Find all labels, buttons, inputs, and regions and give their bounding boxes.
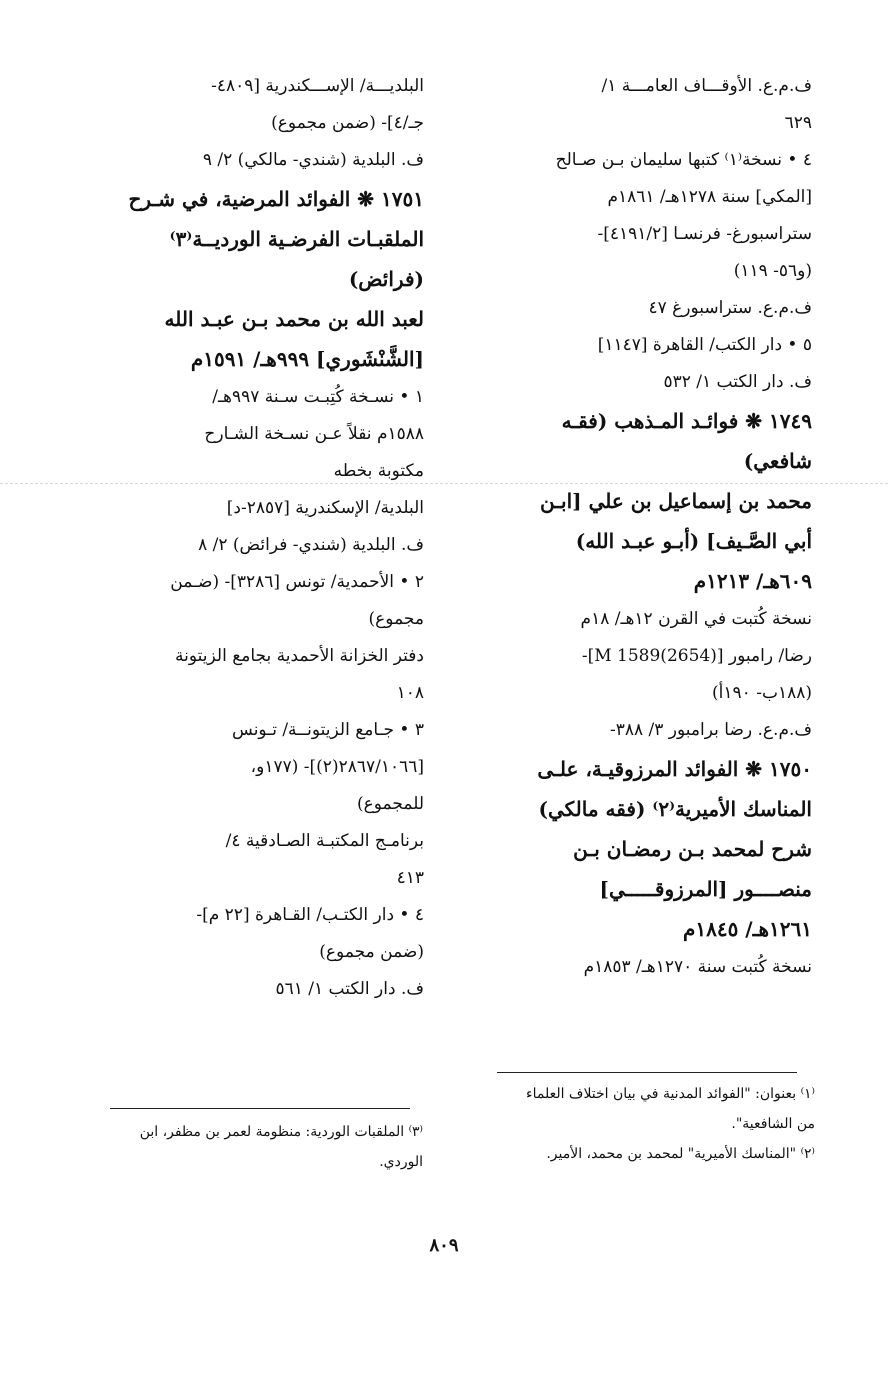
text-line: البلديـــة/ الإســـكندرية [٤٨٠٩- xyxy=(211,76,424,96)
entry-heading-line: الملقبـات الفرضـية الورديــة⁽٣⁾ xyxy=(169,227,424,251)
text-line: ١ • نسـخة كُتِبـت سـنة ٩٩٧هـ/ xyxy=(212,387,424,407)
text-line: جـ/٤]- (ضمن مجموع) xyxy=(271,113,424,133)
footnotes-right xyxy=(495,1085,815,1175)
text-line: ٦٢٩ xyxy=(784,113,812,133)
text-line: ٤١٣ xyxy=(396,868,424,888)
footnote-rule-right xyxy=(497,1072,797,1073)
entry-heading-line: أبي الصَّـيف] (أبـو عبـد الله) xyxy=(575,529,812,553)
text-line: دفتر الخزانة الأحمدية بجامع الزيتونة xyxy=(175,646,424,666)
right-column xyxy=(470,76,812,994)
text-line: نسخة كُتبت في القرن ١٢هـ/ ١٨م xyxy=(580,609,812,629)
text-line: ستراسبورغ- فرنسـا [٤١٩١/٢]- xyxy=(597,224,812,244)
text-line: (و٥٦- ١١٩) xyxy=(733,261,812,281)
entry-heading-line: [الشَّنْشَوري] ٩٩٩هـ/ ١٥٩١م xyxy=(190,347,424,371)
footnote-line: ⁽١⁾ بعنوان: "الفوائد المدنية في بيان اختلاف العلماء xyxy=(526,1086,815,1102)
entry-heading-line: (فرائض) xyxy=(348,267,424,291)
entry-heading-line: ١٢٦١هـ/ ١٨٤٥م xyxy=(682,917,812,941)
text-line: ١٥٨٨م نقلاً عـن نسـخة الشـارح xyxy=(204,424,424,444)
entry-heading-line: شافعي) xyxy=(743,449,812,473)
entry-heading-line: منصــــور [المرزوقـــــي] xyxy=(599,877,812,901)
text-line: ف.م.ع. ستراسبورغ ٤٧ xyxy=(648,298,812,318)
text-line: ٢ • الأحمدية/ تونس [٣٢٨٦]- (ضـمن xyxy=(170,572,424,592)
text-line: ٥ • دار الكتب/ القاهرة [١١٤٧] xyxy=(597,335,812,355)
text-line: مجموع) xyxy=(368,609,424,629)
entry-heading-line: المناسك الأميرية⁽٢⁾ (فقه مالكي) xyxy=(538,797,812,821)
text-line: البلدية/ الإسكندرية [٢٨٥٧-د] xyxy=(226,498,424,518)
text-line: ٣ • جـامع الزيتونــة/ تـونس xyxy=(232,720,424,740)
entry-heading-line: ١٧٥٠ ❋ الفوائد المرزوقيـة، علـى xyxy=(537,757,812,781)
text-line: ٤ • نسخة⁽١⁾ كتبها سليمان بـن صـالح xyxy=(555,150,812,170)
footnote-line: من الشافعية". xyxy=(731,1116,815,1132)
text-line: ١٠٨ xyxy=(396,683,424,703)
text-line: ف.م.ع. الأوقـــاف العامـــة ١/ xyxy=(601,76,812,96)
entry-heading-line: ١٧٤٩ ❋ فوائـد المـذهب (فقـه xyxy=(561,409,812,433)
text-line: ٤ • دار الكتـب/ القـاهرة [٢٢ م]- xyxy=(196,905,424,925)
footnote-line: ⁽٣⁾ الملقبات الوردية: منظومة لعمر بن مظفر، ابن xyxy=(139,1124,423,1140)
text-line: [٢٨٦٧/١٠٦٦(٢)]- (١٧٧و، xyxy=(250,757,424,777)
text-line: نسخة كُتبت سنة ١٢٧٠هـ/ ١٨٥٣م xyxy=(583,957,812,977)
page-number: ٨٠٩ xyxy=(429,1235,459,1256)
text-line: [المكي] سنة ١٢٧٨هـ/ ١٨٦١م xyxy=(607,187,812,207)
text-line: ف.م.ع. رضا برامبور ٣/ ٣٨٨- xyxy=(609,720,812,740)
text-line: (ضمن مجموع) xyxy=(319,942,424,962)
text-line: للمجموع) xyxy=(357,794,424,814)
footnote-line: ⁽٢⁾ "المناسك الأميرية" لمحمد بن محمد، الأمير. xyxy=(546,1146,815,1162)
text-line: ف. البلدية (شندي- مالكي) ٢/ ٩ xyxy=(202,150,424,170)
text-line: ف. دار الكتب ١/ ٥٦١ xyxy=(275,979,424,999)
text-line: رضا/ رامبور [M 1589(2654)]- xyxy=(581,646,812,666)
entry-heading-line: ٦٠٩هـ/ ١٢١٣م xyxy=(693,569,812,593)
text-line: مكتوبة بخطه xyxy=(333,461,424,481)
footnote-line: الوردي. xyxy=(379,1154,423,1170)
left-column xyxy=(78,76,424,1016)
footnote-rule-left xyxy=(110,1108,410,1109)
entry-heading-line: لعبد الله بن محمد بـن عبـد الله xyxy=(164,307,424,331)
footnotes-left xyxy=(78,1123,423,1183)
text-line: ف. البلدية (شندي- فرائض) ٢/ ٨ xyxy=(198,535,424,555)
text-line: ف. دار الكتب ١/ ٥٣٢ xyxy=(663,372,812,392)
entry-heading-line: محمد بن إسماعيل بن علي [ابـن xyxy=(539,489,812,513)
text-line: برنامـج المكتبـة الصـادقية ٤/ xyxy=(225,831,424,851)
text-line: (١٨٨ب- ١٩٠أ) xyxy=(712,683,812,703)
entry-heading-line: ١٧٥١ ❋ الفوائد المرضية، في شـرح xyxy=(128,187,424,211)
entry-heading-line: شرح لمحمد بـن رمضـان بـن xyxy=(573,837,812,861)
